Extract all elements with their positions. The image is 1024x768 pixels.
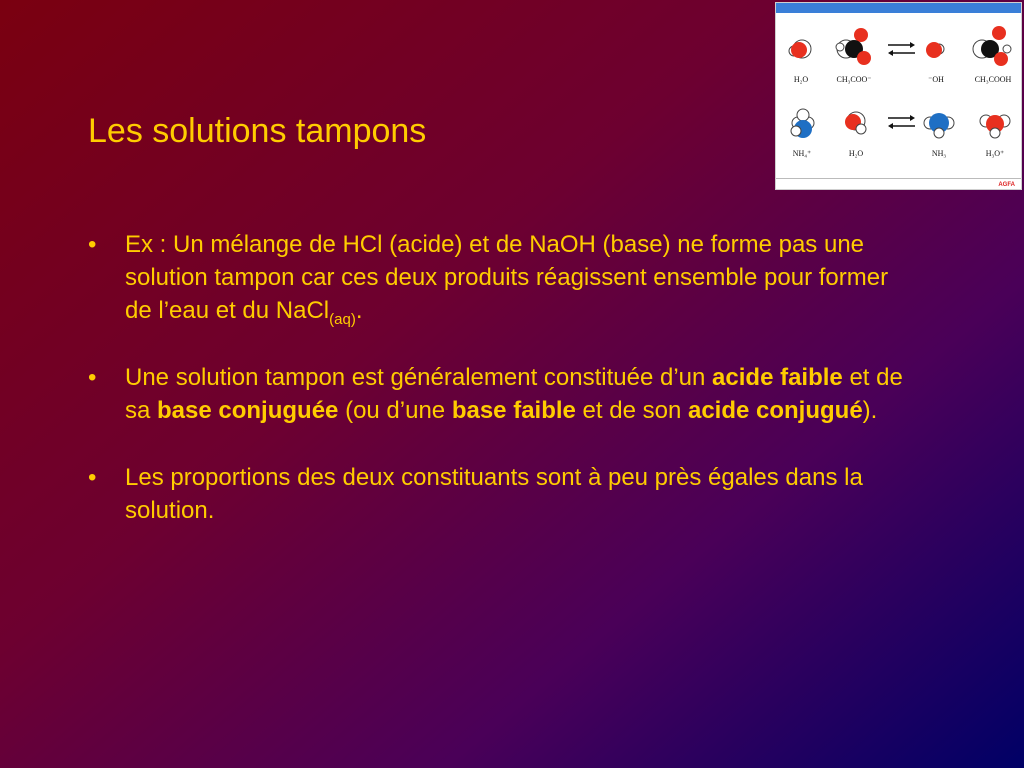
bullet-item-3 — [88, 461, 908, 527]
bullet-2-bold-acide-conjugue: acide conjugué — [687, 397, 863, 424]
figure-bottom-bar — [776, 178, 1021, 179]
bullet-1-suffix: . — [355, 297, 363, 324]
slide-title: Les solutions tampons — [88, 112, 427, 150]
ammonium-molecule-icon — [791, 109, 814, 138]
acetic-acid-molecule-icon — [973, 26, 1011, 66]
hydronium-molecule-icon — [980, 115, 1010, 138]
bullet-mark: • — [88, 231, 97, 258]
label-acetic-acid: CH₃COOH — [974, 75, 1012, 84]
label-hydroxide: ⁻OH — [928, 75, 944, 84]
bullet-2-text-5: ). — [862, 397, 878, 424]
bullet-2-bold-acide-faible: acide faible — [712, 364, 843, 391]
bullet-mark: • — [88, 364, 97, 391]
bullet-2-text-2: et de sa — [125, 364, 903, 424]
hydroxide-molecule-icon — [926, 42, 944, 58]
water-molecule-2-icon — [845, 112, 866, 134]
bullet-item-2 — [88, 361, 908, 427]
label-h2o-2: H₂O — [848, 149, 864, 158]
acetate-molecule-icon — [836, 28, 871, 65]
ammonia-molecule-icon — [924, 113, 954, 138]
agfa-logo: AGFA — [998, 182, 1015, 188]
bullet-list — [88, 228, 908, 561]
bullet-mark: • — [88, 464, 97, 491]
label-ammonia: NH₃ — [931, 149, 947, 158]
bullet-2-text-4: et de son — [575, 397, 688, 424]
bullet-2-bold-base-conjuguee: base conjuguée — [157, 397, 339, 424]
label-ammonium: NH₄⁺ — [792, 149, 812, 158]
water-molecule-icon — [789, 40, 811, 58]
bullet-2-text-3: (ou d’une — [338, 397, 452, 424]
equilibrium-arrows-icon — [888, 42, 915, 56]
label-hydronium: H₃O⁺ — [985, 149, 1005, 158]
bullet-2-text-1: Une solution tampon est généralement constituée d’un — [125, 364, 713, 391]
bullet-3-text: Les proportions des deux constituants sont à peu près égales dans la solution. — [125, 464, 863, 524]
label-acetate: CH₃COO⁻ — [836, 75, 872, 84]
bullet-2-bold-base-faible: base faible — [451, 397, 576, 424]
bullet-1-text: Ex : Un mélange de HCl (acide) et de NaOH (base) ne forme pas une solution tampon car ces deux produits réagissent ensemble pour former de l’eau et du NaCl — [125, 231, 889, 324]
equilibrium-arrows-2-icon — [888, 115, 915, 129]
molecule-drawing — [776, 3, 1023, 191]
bullet-1-subscript: (aq) — [329, 311, 356, 328]
bullet-item-1 — [88, 228, 908, 327]
label-h2o: H₂O — [793, 75, 809, 84]
molecule-figure — [775, 2, 1022, 190]
